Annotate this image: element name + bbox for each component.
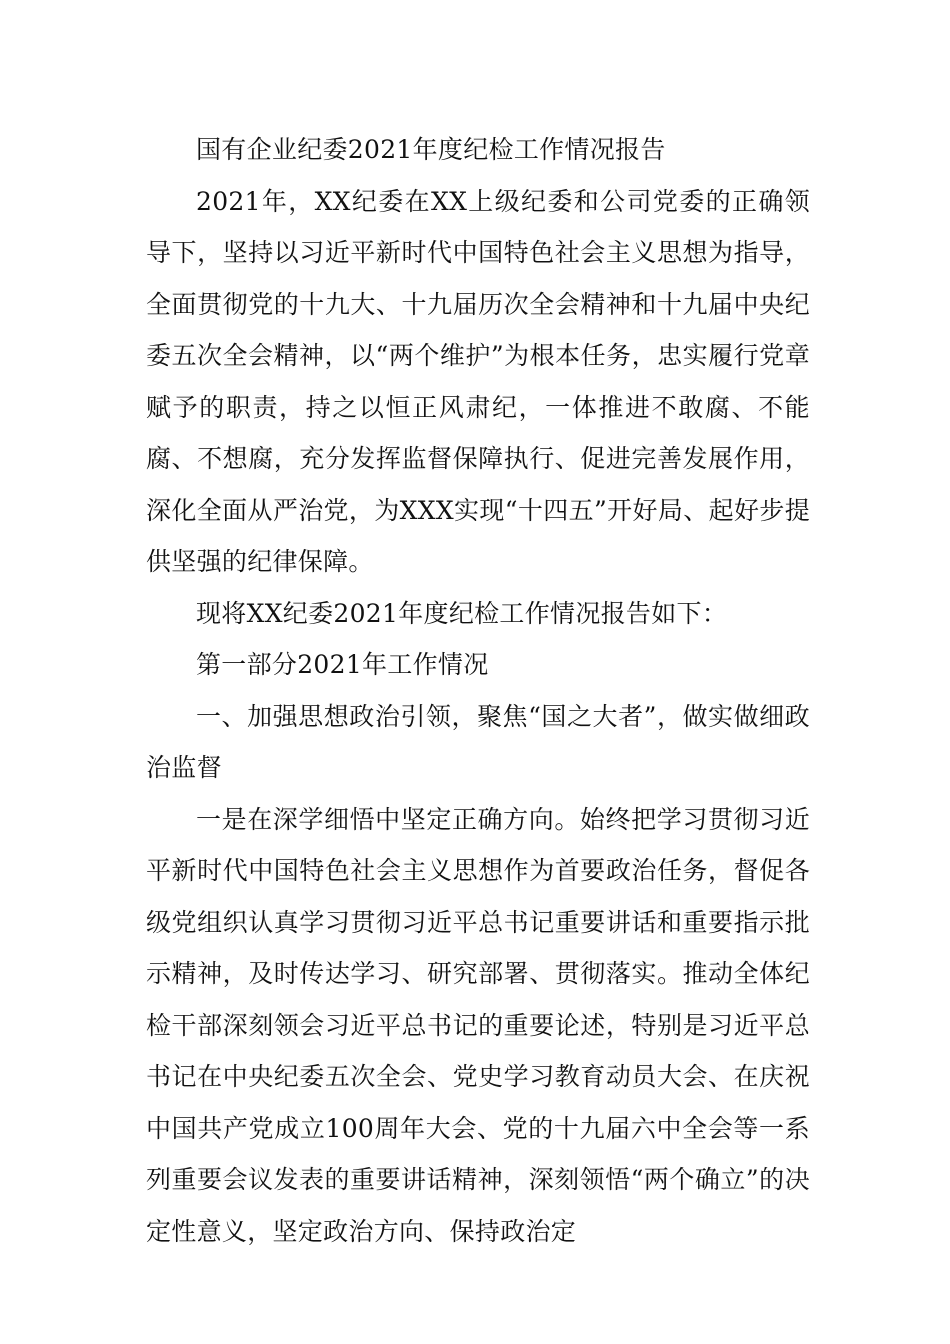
report-title: 国有企业纪委2021年度纪检工作情况报告 — [196, 135, 666, 164]
section-heading: 第一部分2021年工作情况 — [196, 650, 489, 679]
report-lead-paragraph: 现将XX纪委2021年度纪检工作情况报告如下： — [196, 598, 728, 628]
subsection-heading: 一、加强思想政治引领，聚焦“国之大者”，做实做细政治监督 — [146, 701, 810, 782]
document-body — [146, 124, 810, 1257]
intro-paragraph: 2021年，XX纪委在XX上级纪委和公司党委的正确领导下，坚持以习近平新时代中国特色社会主义思想为指导，全面贯彻党的十九大、十九届历次全会精神和十九届中央纪委五次全会精神，以“两个维护”为根本任务，忠实履行党章赋予的职责，持之以恒正风肃纪，一体推进不敢腐、不能腐、不想腐，充分发挥监督保障执行、促进完善发展作用，深化全面从严治党，为XXX实现“十四五”开好局、起好步提供坚强的纪律保障。 — [146, 186, 810, 576]
body-paragraph: 一是在深学细悟中坚定正确方向。始终把学习贯彻习近平新时代中国特色社会主义思想作为首要政治任务，督促各级党组织认真学习贯彻习近平总书记重要讲话和重要指示批示精神，及时传达学习、研究部署、贯彻落实。推动全体纪检干部深刻领会习近平总书记的重要论述，特别是习近平总书记在中央纪委五次全会、党史学习教育动员大会、在庆祝中国共产党成立100周年大会、党的十九届六中全会等一系列重要会议发表的重要讲话精神，深刻领悟“两个确立”的决定性意义，坚定政治方向、保持政治定 — [146, 804, 810, 1246]
